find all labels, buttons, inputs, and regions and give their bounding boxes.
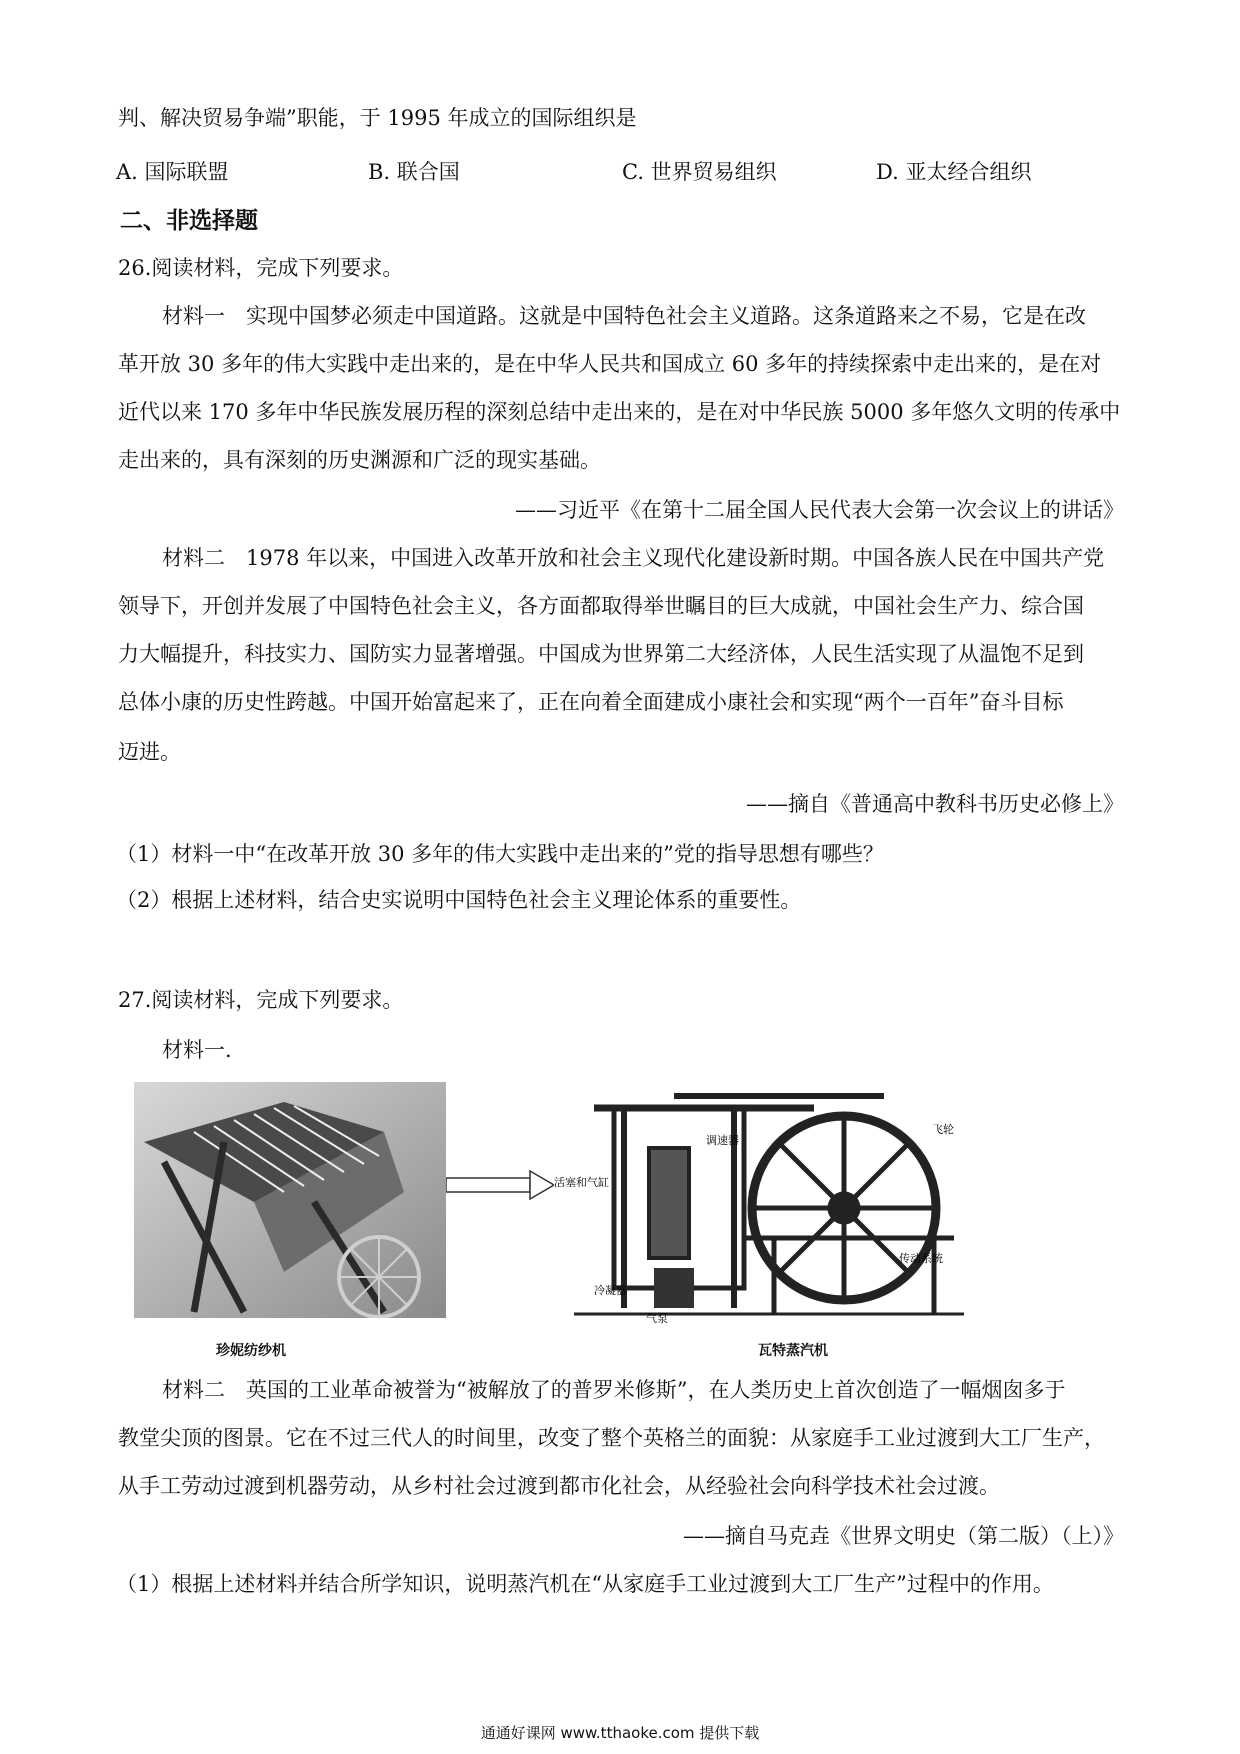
q26-m2-line: 力大幅提升，科技实力、国防实力显著增强。中国成为世界第二大经济体，人民生活实现了从温饱不足到 [118, 642, 1084, 666]
q26-m1-line: 走出来的，具有深刻的历史渊源和广泛的现实基础。 [118, 448, 601, 472]
q27-m2-line: 材料二 英国的工业革命被誉为“被解放了的普罗米修斯”，在人类历史上首次创造了一幅烟囱多于 [162, 1378, 1066, 1402]
q26-m1-line: 材料一 实现中国梦必须走中国道路。这就是中国特色社会主义道路。这条道路来之不易，它是在改 [162, 304, 1086, 328]
q27-m1-label: 材料一. [162, 1038, 232, 1062]
condenser-label: 冷凝器 [594, 1284, 627, 1297]
q26-m1-line: 近代以来 170 多年中华民族发展历程的深刻总结中走出来的，是在对中华民族 5000 多年悠久文明的传承中 [118, 400, 1121, 424]
q25-stem-tail: 判、解决贸易争端”职能，于 1995 年成立的国际组织是 [118, 106, 637, 130]
page-footer: 通通好课网 www.tthaoke.com 提供下载 [480, 1724, 760, 1742]
section-title: 二、非选择题 [120, 208, 258, 234]
q26-m1-line: 革开放 30 多年的伟大实践中走出来的，是在中华人民共和国成立 60 多年的持续探索中走出来的，是在对 [118, 352, 1102, 376]
steam-engine-illustration [554, 1078, 972, 1328]
q25-option-c: C. 世界贸易组织 [622, 160, 777, 184]
spinning-jenny-image [134, 1082, 446, 1318]
pump-label: 气泵 [646, 1312, 668, 1325]
q25-option-d: D. 亚太经合组织 [876, 160, 1032, 184]
governor-label: 调速器 [706, 1134, 739, 1147]
q26-m2-line: 材料二 1978 年以来，中国进入改革开放和社会主义现代化建设新时期。中国各族人民在中国共产党 [162, 546, 1105, 570]
q25-option-b: B. 联合国 [368, 160, 460, 184]
q26-stem: 26.阅读材料，完成下列要求。 [118, 256, 404, 280]
transmission-label: 传动系统 [899, 1252, 943, 1265]
q27-question-1: （1）根据上述材料并结合所学知识，说明蒸汽机在“从家庭手工业过渡到大工厂生产”过程中的作用。 [116, 1572, 1054, 1596]
q26-m2-line: 迈进。 [118, 740, 181, 764]
q27-stem: 27.阅读材料，完成下列要求。 [118, 988, 404, 1012]
watt-steam-engine-image [554, 1078, 972, 1328]
steam-engine-caption: 瓦特蒸汽机 [758, 1343, 828, 1359]
flywheel-label: 飞轮 [932, 1123, 954, 1136]
q26-m2-line: 领导下，开创并发展了中国特色社会主义，各方面都取得举世瞩目的巨大成就，中国社会生产力、综合国 [118, 594, 1084, 618]
q25-option-a: A. 国际联盟 [116, 160, 229, 184]
q27-m2-line: 教堂尖顶的图景。它在不过三代人的时间里，改变了整个英格兰的面貌：从家庭手工业过渡到大工厂生产， [118, 1426, 1105, 1450]
spinning-jenny-illustration [134, 1082, 446, 1318]
q26-question-1: （1）材料一中“在改革开放 30 多年的伟大实践中走出来的”党的指导思想有哪些？ [116, 842, 884, 866]
q26-m1-source: ——习近平《在第十二届全国人民代表大会第一次会议上的讲话》 [515, 498, 1124, 522]
arrow-right-icon [446, 1170, 556, 1200]
q26-m2-line: 总体小康的历史性跨越。中国开始富起来了，正在向着全面建成小康社会和实现“两个一百年”奋斗目标 [118, 690, 1064, 714]
q27-m2-line: 从手工劳动过渡到机器劳动，从乡村社会过渡到都市化社会，从经验社会向科学技术社会过渡。 [118, 1474, 1000, 1498]
q26-question-2: （2）根据上述材料，结合史实说明中国特色社会主义理论体系的重要性。 [116, 888, 802, 912]
spinning-jenny-caption: 珍妮纺纱机 [216, 1343, 286, 1359]
q26-m2-source: ——摘自《普通高中教科书历史必修上》 [746, 792, 1124, 816]
piston-label: 活塞和气缸 [554, 1176, 609, 1189]
q27-m2-source: ——摘自马克垚《世界文明史（第二版）（上）》 [683, 1524, 1124, 1548]
